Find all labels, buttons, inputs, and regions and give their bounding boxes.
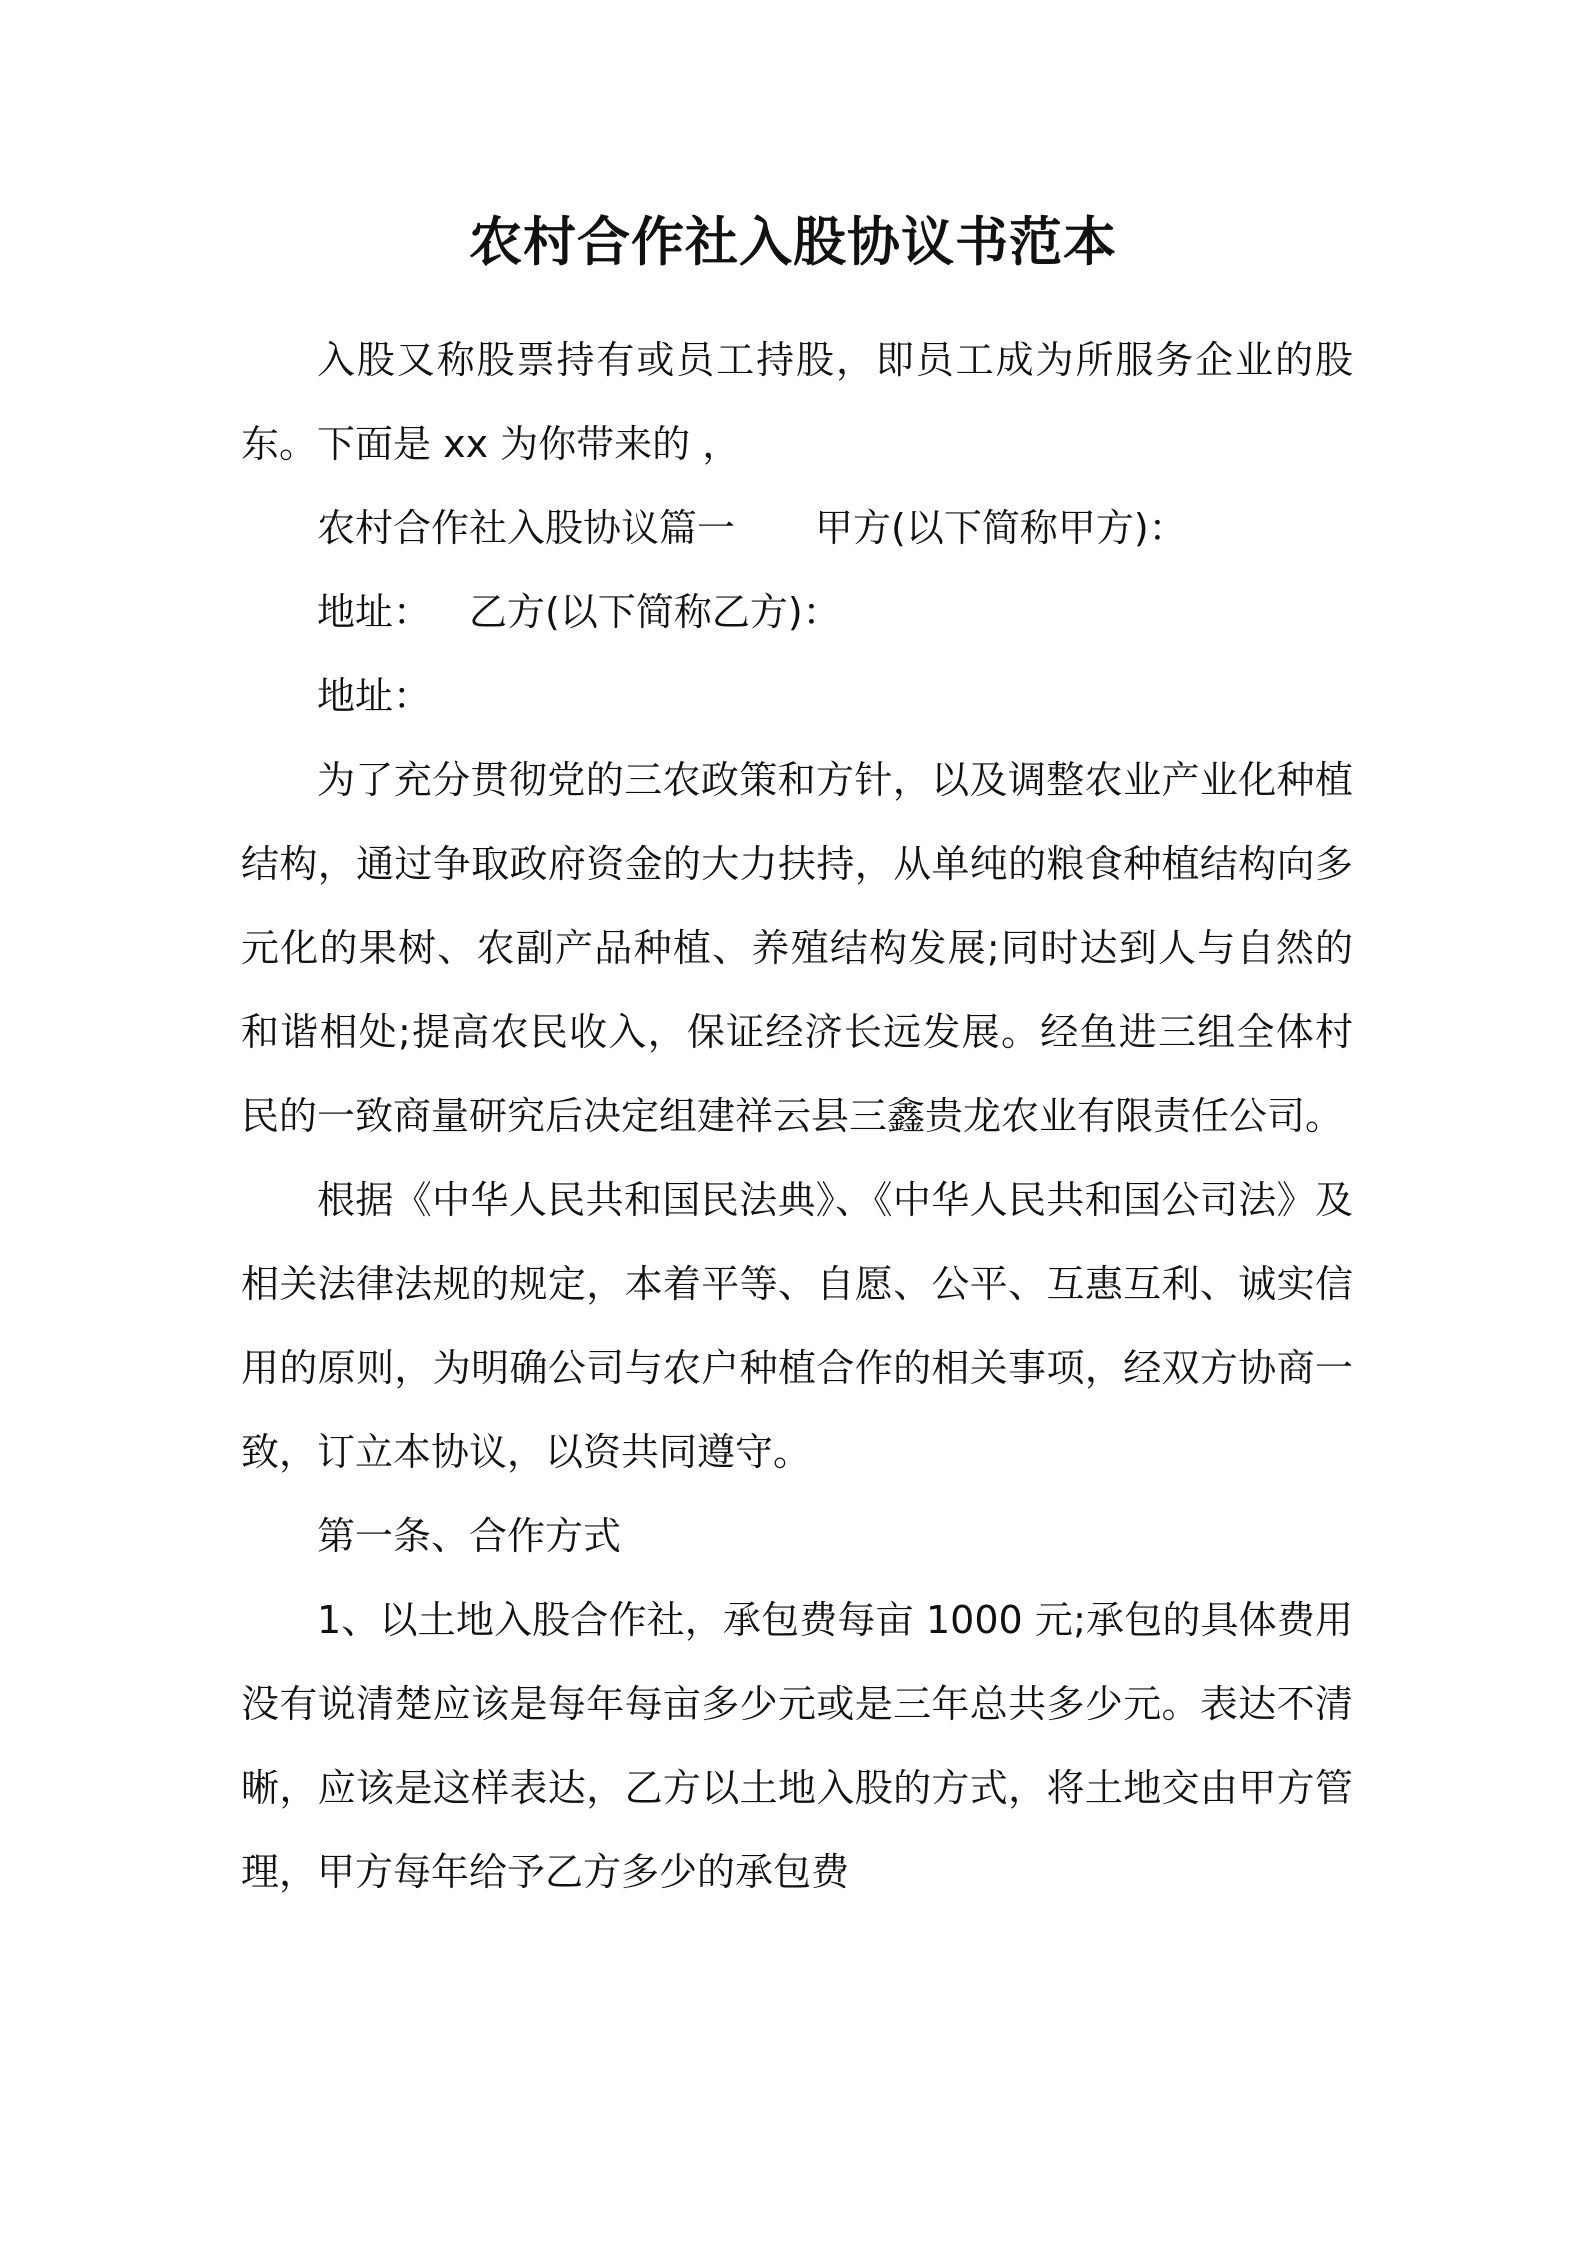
document-title: 农村合作社入股协议书范本 [469,212,1117,273]
party-b-label: 乙方(以下简称乙方)： [469,590,841,634]
document-body [241,318,1353,1914]
legal-basis-paragraph: 根据《中华人民共和国民法典》、《中华人民共和国公司法》及相关法律法规的规定，本着平等、自愿、公平、互惠互利、诚实信用的原则，为明确公司与农户种植合作的相关事项，经双方协商一致，订立本协议，以资共同遵守。 [241,1178,1353,1474]
address-party-b-line [241,570,1353,654]
article-1-item-1: 1、以土地入股合作社，承包费每亩 1000 元;承包的具体费用没有说清楚应该是每年每亩多少元或是三年总共多少元。表达不清晰，应该是这样表达，乙方以土地入股的方式，将土地交由甲方管理，甲方每年给予乙方多少的承包费 [241,1598,1353,1894]
agreement-part-heading: 农村合作社入股协议篇一 [317,506,736,550]
address-a-label: 地址： [317,590,432,634]
purpose-paragraph: 为了充分贯彻党的三农政策和方针，以及调整农业产业化种植结构，通过争取政府资金的大力扶持，从单纯的粮食种植结构向多元化的果树、农副产品种植、养殖结构发展;同时达到人与自然的和谐相处;提高农民收入，保证经济长远发展。经鱼进三组全体村民的一致商量研究后决定组建祥云县三鑫贵龙农业有限责任公司。 [241,758,1353,1138]
party-a-label: 甲方(以下简称甲方)： [815,506,1187,550]
address-b-line: 地址： [317,674,432,718]
heading-line [241,486,1353,570]
intro-paragraph: 入股又称股票持有或员工持股，即员工成为所服务企业的股东。下面是 xx 为你带来的 ， [241,338,1353,466]
article-1-heading: 第一条、合作方式 [317,1514,622,1558]
